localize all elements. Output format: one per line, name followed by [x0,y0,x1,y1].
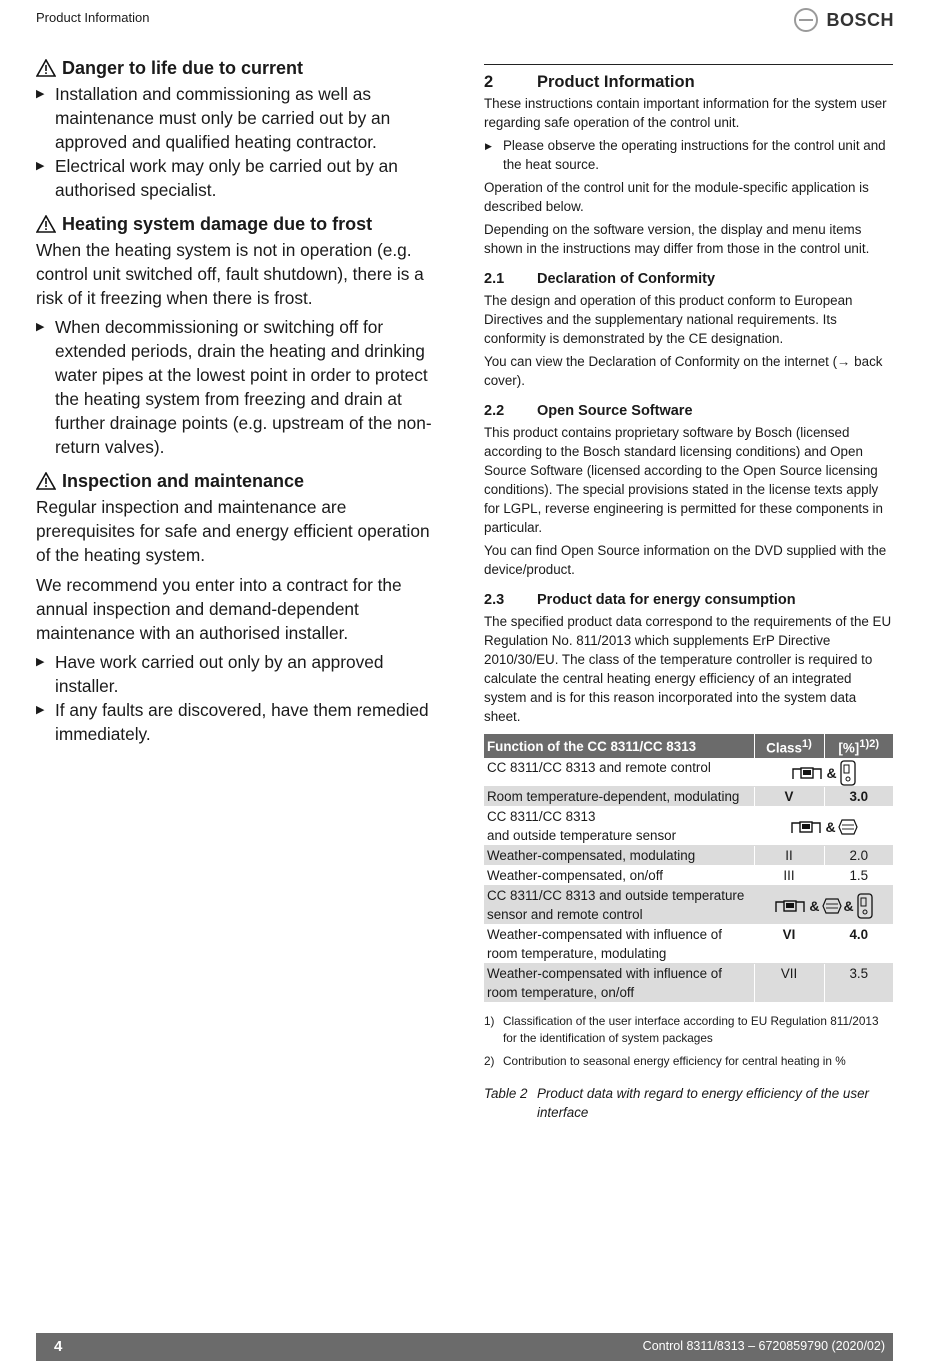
group-icons: & [754,758,893,787]
danger-list [36,82,448,202]
list-item: ▶ If any faults are discovered, have them remedied immediately. [36,698,448,746]
section-2-title: Product Information [537,73,695,91]
controller-icon [773,898,807,914]
warning-triangle-icon [36,472,56,490]
table-header-row [484,734,893,758]
section-rule [484,64,893,65]
paragraph: The specified product data correspond to the requirements of the EU Regulation No. 811/2013 which supplements ErP Directive 2010/30/EU. The class of the temperature controller is required to calculate the central heating energy efficiency of an integrated system and is for this reason incorporated into the system data sheet. [484,614,892,724]
paragraph: You can find Open Source information on the DVD supplied with the device/product. [484,543,887,577]
section-2-1-heading: 2.1 Declaration of Conformity [484,271,716,287]
controller-icon [790,765,824,781]
section-2-2-title: Open Source Software [537,403,693,419]
instruction-list [484,136,893,174]
paragraph: Depending on the software version, the display and menu items shown in the instructions may differ from those in the control unit. [484,222,870,256]
page-number: 4 [54,1338,63,1355]
brand-name: BOSCH [826,9,894,30]
column-header-percent: [%]$^{1)2)}$ [824,734,893,758]
list-item: ▶ When decommissioning or switching off for extended periods, drain the heating and drinking water pipes at the lowest point in order to protect the heating system from freezing and drain at further drainage points (e.g. upstream of the non-return valves). [36,315,448,459]
product-data-table [484,734,893,1003]
inspection-heading [36,469,448,493]
table-group-row [484,758,893,787]
right-column [484,64,893,1122]
paragraph: You can view the Declaration of Conformity on the internet (→ back cover). [484,354,883,388]
frost-heading [36,212,448,236]
paragraph: The design and operation of this product conform to European Directives and the supplementary national requirements. Its conformity is demonstrated by the CE designation. [484,293,853,346]
outdoor-sensor-icon [838,818,858,836]
group-label: CC 8311/CC 8313 and outside temperature sensor and remote control [484,886,754,925]
table-group-row [484,807,893,846]
column-header-class: Class$^{1)}$ [754,734,824,758]
group-icons: & [754,807,893,846]
warning-triangle-icon [36,215,56,233]
section-2-2-heading: 2.2 Open Source Software [484,403,693,419]
remote-control-icon [856,893,874,919]
section-2-1-title: Declaration of Conformity [537,271,716,287]
controller-icon [789,819,823,835]
inspection-list [36,650,448,746]
group-icons: & & [754,886,893,925]
inspection-text-2: We recommend you enter into a contract for the annual inspection and demand-dependent maintenance with an authorised installer. [36,575,402,643]
table-group-row [484,886,893,925]
list-item: ▶ Please observe the operating instructions for the control unit and the heat source. [484,136,893,174]
document-reference: Control 8311/8313 – 6720859790 (2020/02) [642,1339,885,1353]
footnote: 1) Classification of the user interface according to EU Regulation 811/2013 for the identification of system packages [484,1014,879,1046]
inspection-text-1: Regular inspection and maintenance are prerequisites for safe and energy efficient operation of the heating system. [36,497,430,565]
table-caption: Table 2 Product data with regard to energy efficiency of the user interface [484,1086,869,1121]
danger-title: Danger to life due to current [62,58,304,78]
table-row: Weather-compensated with influence of room temperature, on/off VII 3.5 [484,964,893,1003]
left-column [36,56,448,746]
table-row: Weather-compensated, on/off III 1.5 [484,866,893,886]
running-header: Product Information [36,10,150,25]
inspection-title: Inspection and maintenance [62,471,305,491]
frost-list [36,315,448,459]
section-2-heading: 2 Product Information [484,73,695,91]
table-row: Weather-compensated, modulating II 2.0 [484,846,893,866]
column-header-function: Function of the CC 8311/CC 8313 [484,734,754,758]
bosch-armature-icon [794,8,818,32]
table-row: Room temperature-dependent, modulating V 3.0 [484,787,893,807]
bosch-logo [794,8,894,32]
frost-text: When the heating system is not in operation (e.g. control unit switched off, fault shutdown), there is a risk of it freezing when there is frost. [36,240,424,308]
danger-heading [36,56,448,80]
remote-control-icon [839,760,857,786]
paragraph: This product contains proprietary software by Bosch (licensed according to the Bosch standard licensing conditions) and Open Source Software (licensed according to the Open Source licensing conditions). The special provisions stated in the license texts apply for LGPL, reverse engineering is permitted for these components in particular. [484,425,883,535]
section-2-3-title: Product data for energy consumption [537,592,796,608]
group-label: CC 8311/CC 8313 and remote control [484,758,754,787]
warning-triangle-icon [36,59,56,77]
list-item: ▶ Electrical work may only be carried out by an authorised specialist. [36,154,448,202]
list-item: ▶ Have work carried out only by an approved installer. [36,650,448,698]
table-row: Weather-compensated with influence of room temperature, modulating VI 4.0 [484,925,893,964]
page-footer [36,1333,893,1361]
paragraph: These instructions contain important information for the system user regarding safe operation of the control unit. [484,96,887,130]
list-item: ▶ Installation and commissioning as well as maintenance must only be carried out by an approved and qualified heating contractor. [36,82,448,154]
paragraph: Operation of the control unit for the module-specific application is described below. [484,180,869,214]
group-label: CC 8311/CC 8313 and outside temperature sensor [484,807,754,846]
section-2-3-heading: 2.3 Product data for energy consumption [484,592,796,608]
frost-title: Heating system damage due to frost [62,214,373,234]
footnote: 2) Contribution to seasonal energy efficiency for central heating in % [484,1054,846,1069]
outdoor-sensor-icon [822,897,842,915]
